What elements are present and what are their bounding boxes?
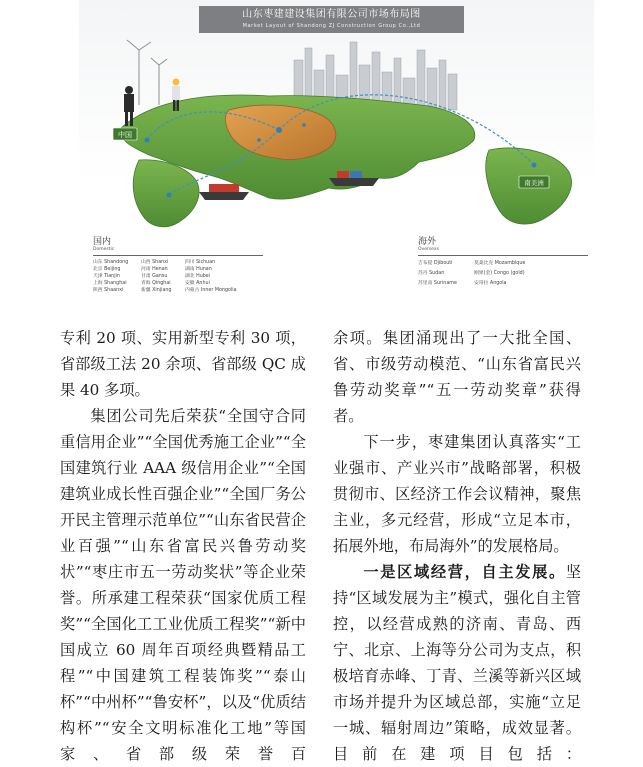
legend-item: 四川 Sichuan	[185, 260, 216, 265]
legend-item: 青海 Qinghai	[141, 281, 171, 286]
businessman-figure	[124, 86, 134, 126]
paragraph-body: 坚持“区域发展为主”模式，强化自主管控，以经营成熟的济南、青岛、西宁、北京、上海等分公司为支点，积极培育赤峰、丁青、兰溪等新兴区域市场并提升为区域总部，实施“立足一城、辐射周边”策略，成效显著。目前在建项目包括：	[333, 563, 581, 763]
legend-item: 天津 Tianjin	[93, 274, 120, 279]
legend-item: 北京 Beijing	[93, 267, 121, 272]
world-map-illustration	[79, 30, 594, 240]
legend-item: 湖北 Hubei	[185, 274, 211, 279]
legend-item: 刚果(金) Congo (gold)	[474, 271, 525, 276]
legend-item: 新疆 Xinjiang	[141, 288, 172, 293]
paragraph-lead: 一是区域经营，自主发展。	[363, 563, 566, 581]
legend-item: 安徽 Anhui	[185, 281, 210, 286]
legend-item: 山西 Shanxi	[141, 260, 169, 265]
legend-divider	[93, 255, 263, 256]
legend-item: 苏里南 Suriname	[418, 281, 457, 286]
legend-overseas-list	[418, 259, 588, 289]
paragraph	[333, 559, 581, 767]
paragraph: 集团公司先后荣获“全国守合同重信用企业”“全国优秀施工企业”“全国建筑行业 AAA 级信用企业”“全国建筑业成长性百强企业”“全国厂务公开民主管理示范单位”“山东省民营企业百强”“山东省富民兴鲁劳动奖状”“枣庄市五一劳动奖状”等企业荣誉。所承建工程荣获“国家优质工程奖”“全国化工工业优质工程奖”“新中国成立 60 周年百项经典暨精品工程”“中国建筑工程装饰奖”“泰山杯”“中州杯”“鲁安杯”，以及“优质结构杯”“安全文明标准化工地”等国家、省部级荣誉百	[60, 407, 306, 763]
legend-domestic	[93, 237, 263, 294]
legend-item: 湖南 Hunan	[185, 267, 212, 272]
map-title: 山东枣建建设集团有限公司市场布局图	[242, 9, 421, 20]
legend-domestic-title: 国内	[93, 237, 112, 247]
legend-item: 安哥拉 Angola	[474, 281, 507, 286]
legend-divider	[418, 255, 588, 256]
article-right-column	[333, 325, 581, 767]
legend-item: 陕西 Shaanxi	[93, 288, 124, 293]
legend-item: 上海 Shanghai	[93, 281, 127, 286]
paragraph: 下一步，枣建集团认真落实“工业强市、产业兴市”战略部署，积极贯彻市、区经济工作会议精神，聚焦主业，多元经营，形成“立足本市，拓展外地，布局海外”的发展格局。	[333, 433, 581, 555]
legend-item: 吉布提 Djibouti	[418, 261, 453, 266]
market-layout-map	[79, 0, 594, 307]
article-left-column	[60, 325, 306, 767]
legend-item: 甘肃 Gansu	[141, 274, 168, 279]
paragraph: 专利 20 项、实用新型专利 30 项，省部级工法 20 余项、省部级 QC 成果 40 多项。	[60, 329, 306, 399]
legend-overseas-subtitle: Overseas	[418, 247, 440, 252]
china-map-label	[113, 128, 137, 140]
legend-item: 山东 Shandong	[93, 260, 129, 265]
south-america-label-text: 南美洲	[524, 179, 544, 187]
map-banner	[199, 6, 464, 33]
legend-domestic-list	[93, 259, 263, 294]
legend-domestic-subtitle: Domestic	[93, 247, 115, 252]
paragraph: 余项。集团涌现出了一大批全国、省、市级劳动模范、“山东省富民兴鲁劳动奖章”“五一劳动奖章”获得者。	[333, 329, 581, 425]
legend-item: 内蒙古 Inner Mongolia	[185, 288, 237, 293]
legend-item: 河南 Henan	[141, 267, 168, 272]
south-america-map-label	[519, 176, 549, 188]
legend-item: 苏丹 Sudan	[418, 271, 445, 276]
legend-overseas	[418, 237, 588, 289]
china-label-text: 中国	[118, 131, 132, 139]
africa-landmass	[133, 160, 199, 227]
legend-item: 莫桑比克 Mozambique	[474, 261, 526, 266]
legend-overseas-title: 海外	[418, 237, 437, 247]
map-subtitle: Market Layout of Shandong ZJ Construction Group Co.,Ltd	[242, 23, 421, 29]
